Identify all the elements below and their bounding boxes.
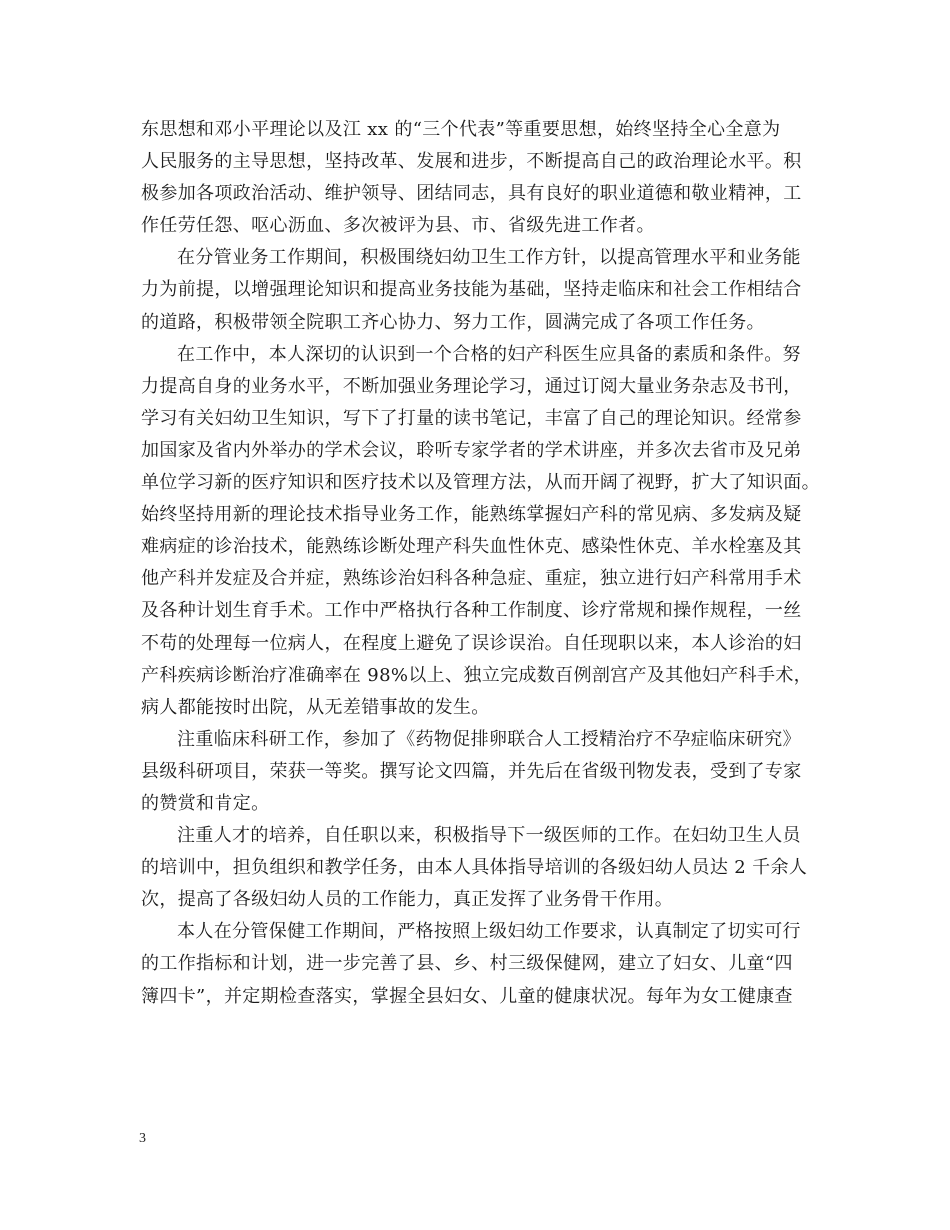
paragraph-first-line: 注重人才的培养，自任职以来，积极指导下一级医师的工作。在妇幼卫生人员: [177, 825, 801, 847]
text-line: 的培训中，担负组织和教学任务，由本人具体指导培训的各级妇幼人员达 2 千余人: [141, 857, 808, 879]
paragraph-first-line: 注重临床科研工作，参加了《药物促排卵联合人工授精治疗不孕症临床研究》: [177, 728, 801, 750]
text-line: 学习有关妇幼卫生知识，写下了打量的读书笔记，丰富了自己的理论知识。经常参: [141, 407, 802, 429]
text-line: 的工作指标和计划，进一步完善了县、乡、村三级保健网，建立了妇女、儿童“四: [141, 953, 793, 975]
paragraph-first-line: 在工作中，本人深切的认识到一个合格的妇产科医生应具备的素质和条件。努: [177, 343, 801, 365]
text-line: 他产科并发症及合并症，熟练诊治妇科各种急症、重症，独立进行妇产科常用手术: [141, 568, 802, 590]
text-line: 病人都能按时出院，从无差错事故的发生。: [141, 696, 490, 718]
text-line: 次，提高了各级妇幼人员的工作能力，真正发挥了业务骨干作用。: [141, 889, 674, 911]
body-text: [141, 114, 820, 1013]
text-line: 难病症的诊治技术，能熟练诊断处理产科失血性休克、感染性休克、羊水栓塞及其: [141, 536, 802, 558]
text-line: 作任劳任怨、呕心沥血、多次被评为县、市、省级先进工作者。: [141, 215, 655, 237]
text-line: 县级科研项目，荣获一等奖。撰写论文四篇，并先后在省级刊物发表，受到了专家: [141, 760, 802, 782]
text-line: 始终坚持用新的理论技术指导业务工作，能熟练掌握妇产科的常见病、多发病及疑: [141, 504, 802, 526]
text-line: 簿四卡”，并定期检查落实，掌握全县妇女、儿童的健康状况。每年为女工健康查: [141, 985, 793, 1007]
text-line: 力为前提，以增强理论知识和提高业务技能为基础，坚持走临床和社会工作相结合: [141, 279, 802, 301]
text-line: 及各种计划生育手术。工作中严格执行各种工作制度、诊疗常规和操作规程，一丝: [141, 600, 802, 622]
text-line: 的道路，积极带领全院职工齐心协力、努力工作，圆满完成了各项工作任务。: [141, 311, 765, 333]
text-line: 不苟的处理每一位病人，在程度上避免了误诊误治。自任现职以来，本人诊治的妇: [141, 632, 802, 654]
text-line: 的赞赏和肯定。: [141, 792, 270, 814]
text-line: 加国家及省内外举办的学术会议，聆听专家学者的学术讲座，并多次去省市及兄弟: [141, 439, 802, 461]
paragraph-first-line: 本人在分管保健工作期间，严格按照上级妇幼工作要求，认真制定了切实可行: [177, 921, 801, 943]
text-line: 产科疾病诊断治疗准确率在 98%以上、独立完成数百例剖宫产及其他妇产科手术，: [141, 664, 813, 686]
text-line: 东思想和邓小平理论以及江 xx 的“三个代表”等重要思想，始终坚持全心全意为: [141, 119, 781, 140]
paragraph-first-line: 在分管业务工作期间，积极围绕妇幼卫生工作方针，以提高管理水平和业务能: [177, 247, 801, 269]
text-line: 人民服务的主导思想，坚持改革、发展和进步，不断提高自己的政治理论水平。积: [141, 151, 802, 173]
page-number: 3: [139, 1131, 146, 1146]
text-line: 力提高自身的业务水平，不断加强业务理论学习，通过订阅大量业务杂志及书刊，: [141, 375, 802, 397]
text-line: 极参加各项政治活动、维护领导、团结同志，具有良好的职业道德和敬业精神，工: [141, 183, 802, 205]
text-line: 单位学习新的医疗知识和医疗技术以及管理方法，从而开阔了视野，扩大了知识面。: [141, 472, 820, 494]
